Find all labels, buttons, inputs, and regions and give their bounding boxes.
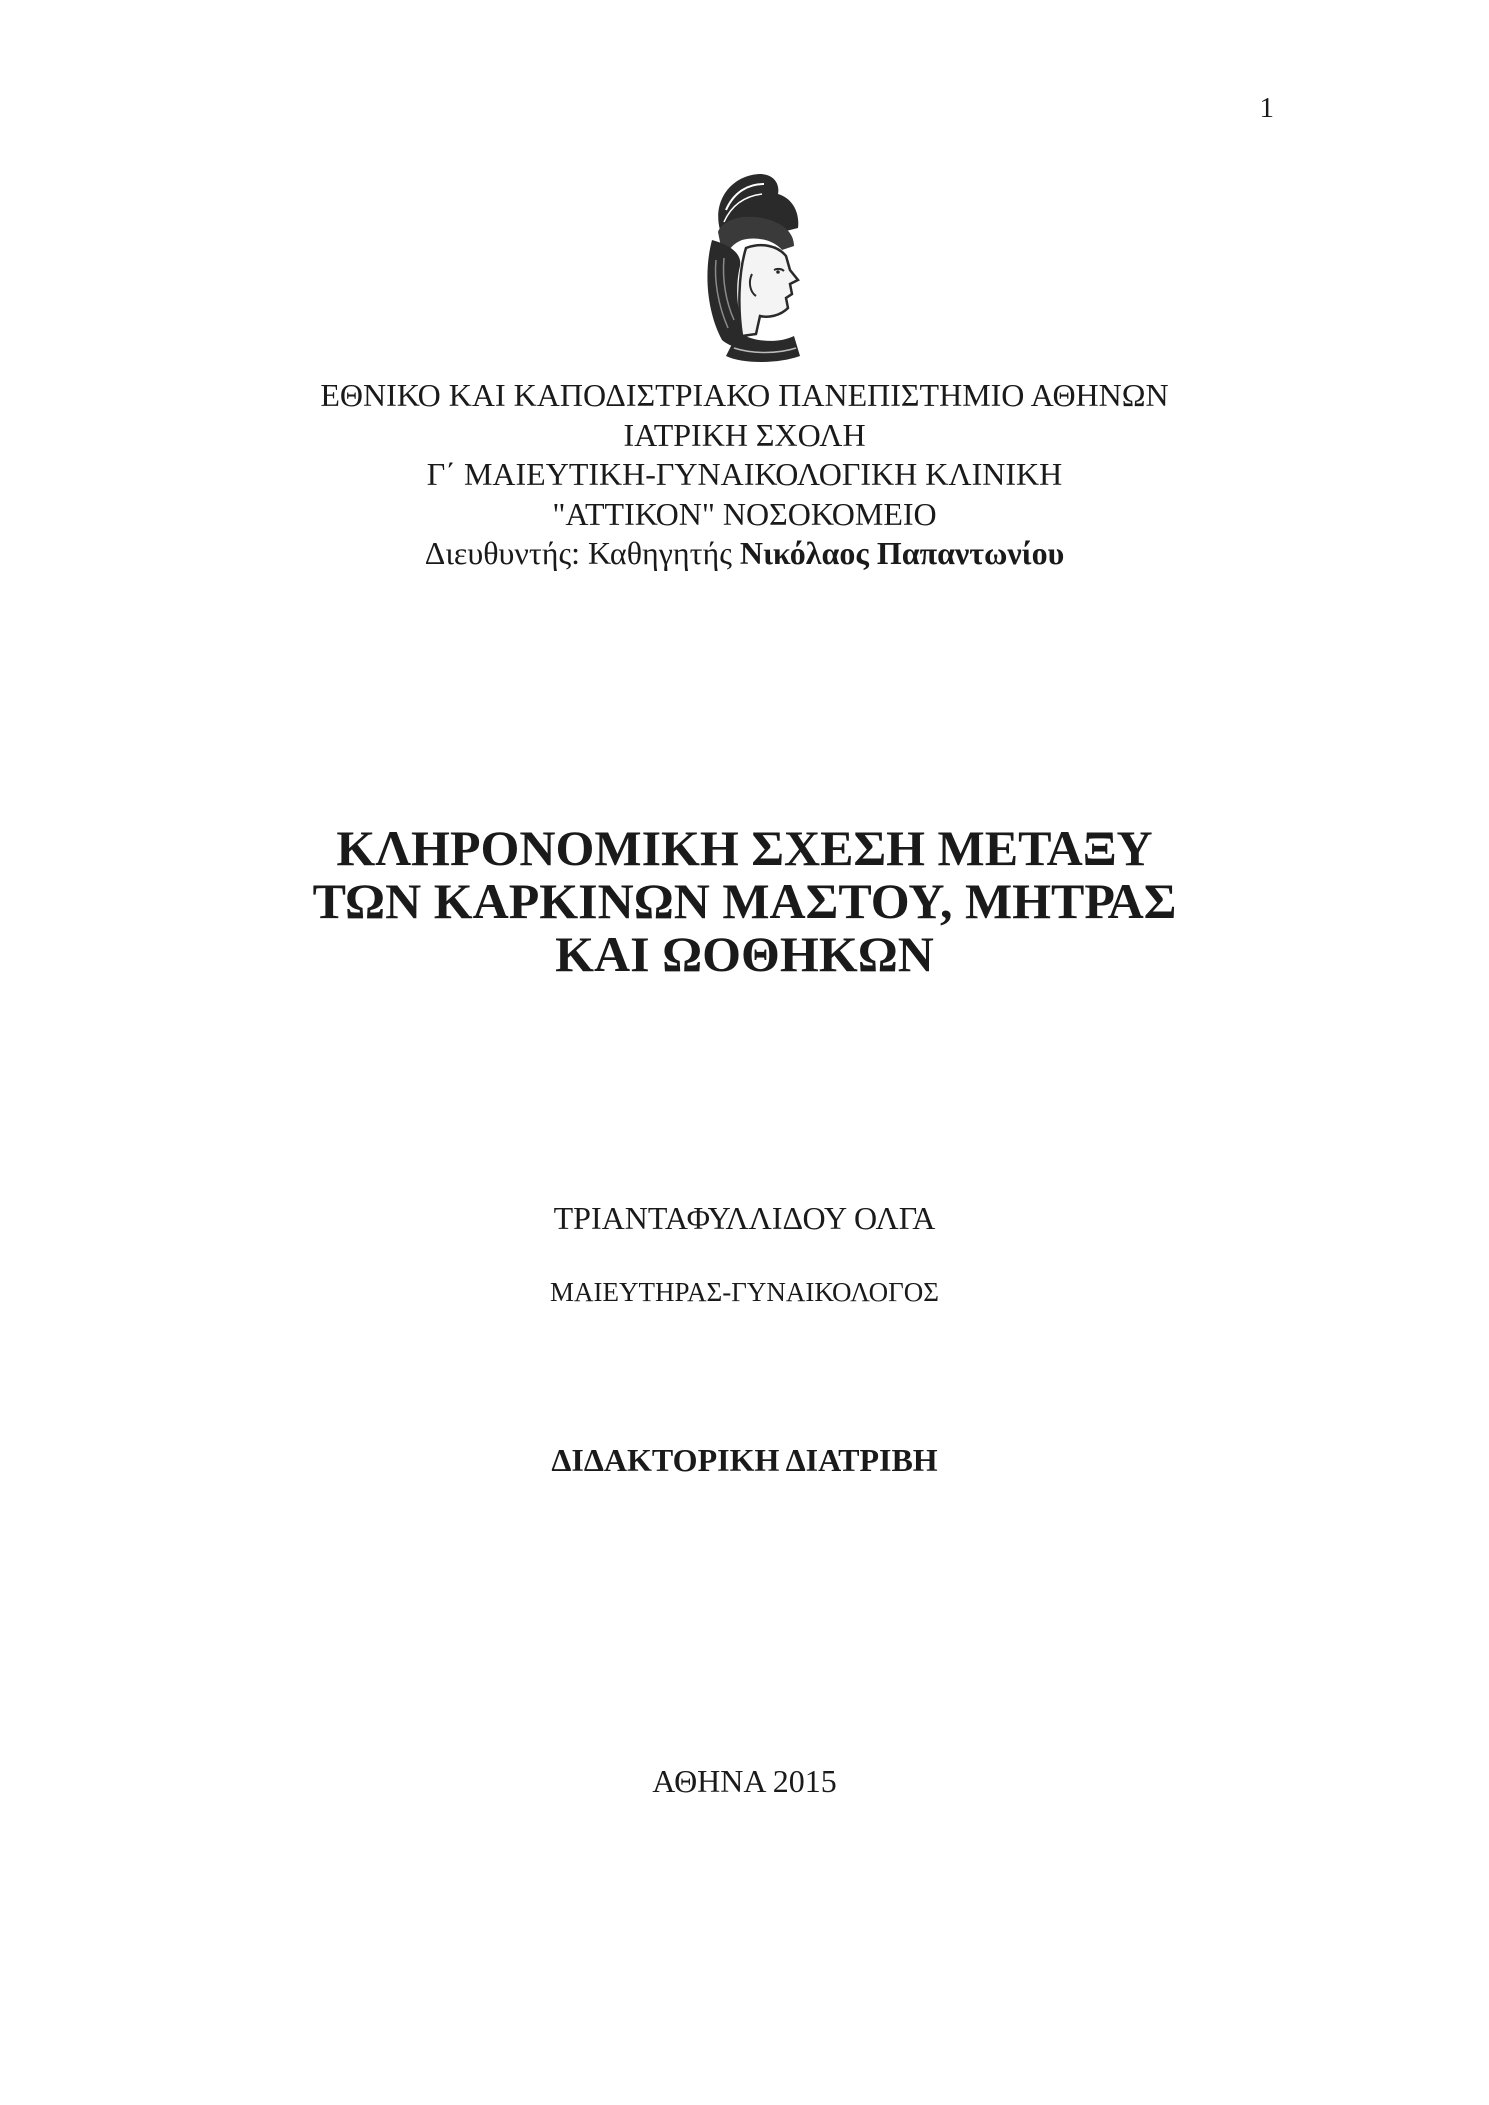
thesis-type: ΔΙΔΑΚΤΟΡΙΚΗ ΔΙΑΤΡΙΒΗ [551, 1442, 938, 1478]
school-name: ΙΑΤΡΙΚΗ ΣΧΟΛΗ [623, 416, 866, 453]
director-name: Νικόλαος Παπαντωνίου [739, 535, 1065, 571]
director-line [0, 534, 1489, 574]
athena-head-emblem-icon [682, 170, 822, 365]
hospital-name: "ΑΤΤΙΚΟΝ" ΝΟΣΟΚΟΜΕΙΟ [552, 495, 937, 532]
university-name: ΕΘΝΙΚΟ ΚΑΙ ΚΑΠΟΔΙΣΤΡΙΑΚΟ ΠΑΝΕΠΙΣΤΗΜΙΟ ΑΘΗΝΩΝ [320, 377, 1169, 413]
director-prefix: Διευθυντής: Καθηγητής [424, 535, 740, 571]
author-name: ΤΡΙΑΝΤΑΦΥΛΛΙΔΟΥ ΟΛΓΑ [553, 1200, 936, 1236]
title-line-3: ΚΑΙ ΩΟΘΗΚΩΝ [555, 926, 934, 982]
page-number: 1 [1259, 92, 1274, 124]
place-year: ΑΘΗΝΑ 2015 [652, 1763, 837, 1799]
title-line-1: ΚΛΗΡΟΝΟΜΙΚΗ ΣΧΕΣΗ ΜΕΤΑΞΥ [336, 820, 1153, 876]
institution-header [0, 376, 1489, 574]
thesis-title [0, 822, 1489, 981]
author-role: ΜΑΙΕΥΤΗΡΑΣ-ΓΥΝΑΙΚΟΛΟΓΟΣ [550, 1277, 939, 1307]
title-line-2: ΤΩΝ ΚΑΡΚΙΝΩΝ ΜΑΣΤΟΥ, ΜΗΤΡΑΣ [312, 873, 1177, 929]
clinic-name: Γ΄ ΜΑΙΕΥΤΙΚΗ-ΓΥΝΑΙΚΟΛΟΓΙΚΗ ΚΛΙΝΙΚΗ [426, 456, 1063, 492]
